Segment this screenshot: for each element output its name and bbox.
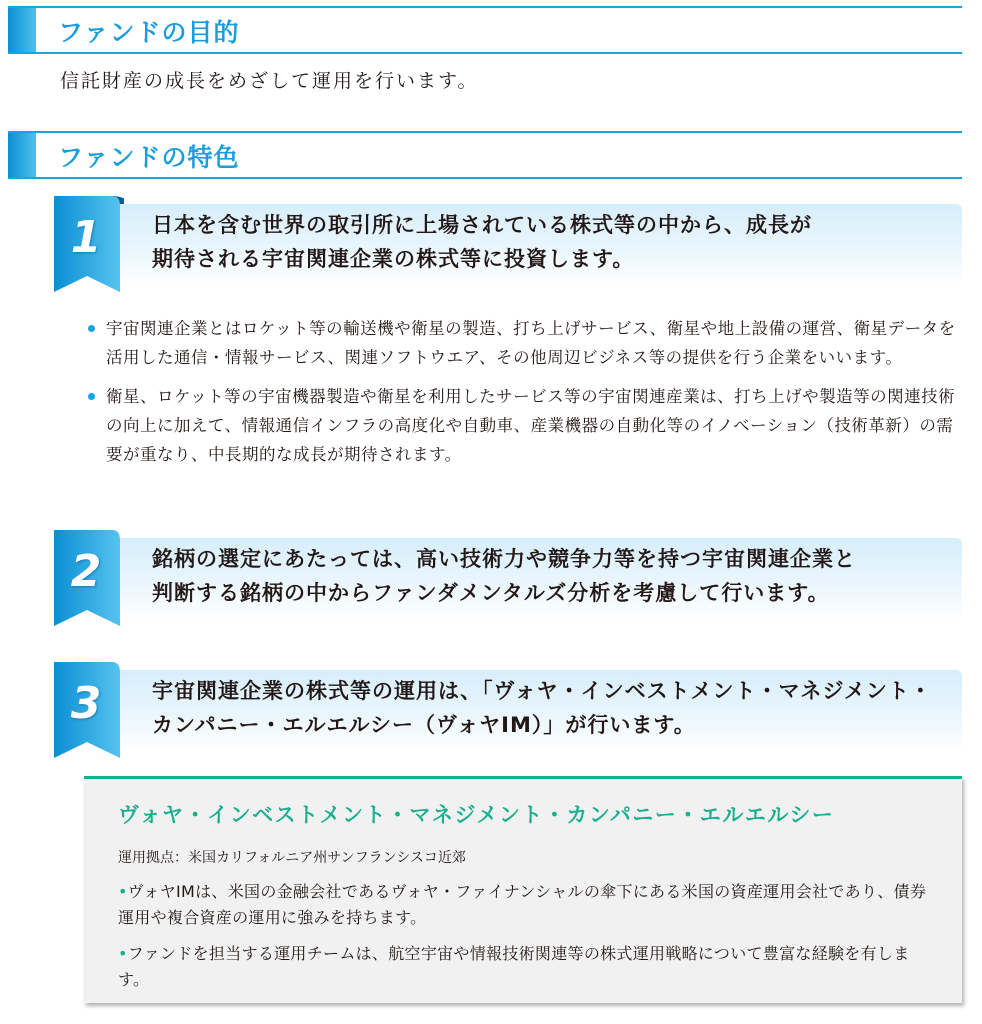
feature-heading bbox=[152, 208, 942, 276]
feature-2 bbox=[54, 530, 962, 630]
manager-title: ヴォヤ・インベストメント・マネジメント・カンパニー・エルエルシー bbox=[118, 803, 835, 827]
bullet-dot-icon: • bbox=[118, 882, 128, 901]
list-item bbox=[88, 314, 968, 372]
section-title-purpose: ファンドの目的 bbox=[58, 18, 240, 47]
feature-heading-line: 宇宙関連企業の株式等の運用は、「ヴォヤ・インベストメント・マネジメント・ bbox=[152, 679, 932, 703]
feature-heading bbox=[152, 542, 942, 610]
bullet-dot-icon bbox=[88, 325, 95, 332]
list-item bbox=[118, 941, 938, 993]
header-accent-bar bbox=[8, 133, 36, 177]
feature-heading-line: 判断する銘柄の中からファンダメンタルズ分析を考慮して行います。 bbox=[152, 581, 830, 605]
feature-heading-line: 銘柄の選定にあたっては、高い技術力や競争力等を持つ宇宙関連企業と bbox=[152, 547, 856, 571]
bullet-text: 宇宙関連企業とはロケット等の輸送機や衛星の製造、打ち上げサービス、衛星や地上設備の運営、衛星データを活用した通信・情報サービス、関連ソフトウエア、その他周辺ビジネス等の提供を行う企業をいいます。 bbox=[106, 319, 956, 367]
feature-1 bbox=[54, 196, 962, 296]
feature-heading bbox=[152, 674, 942, 742]
feature-heading-line: カンパニー・エルエルシー（ヴォヤIM）」が行います。 bbox=[152, 713, 696, 737]
purpose-text: 信託財産の成長をめざして運用を行います。 bbox=[60, 70, 479, 92]
feature-heading-line: 日本を含む世界の取引所に上場されている株式等の中から、成長が bbox=[152, 213, 812, 237]
bullet-dot-icon bbox=[88, 393, 95, 400]
list-item bbox=[88, 382, 968, 469]
section-title-features: ファンドの特色 bbox=[58, 143, 240, 172]
feature-1-bullets bbox=[88, 314, 968, 479]
header-accent-bar bbox=[8, 8, 36, 52]
section-header-features bbox=[8, 131, 962, 179]
list-item bbox=[118, 879, 938, 931]
feature-number: 3 bbox=[70, 678, 102, 729]
bullet-text: 衛星、ロケット等の宇宙機器製造や衛星を利用したサービス等の宇宙関連産業は、打ち上げや製造等の関連技術の向上に加えて、情報通信インフラの高度化や自動車、産業機器の自動化等のイノベーション（技術革新）の需要が重なり、中長期的な成長が期待されます。 bbox=[106, 387, 956, 464]
manager-location: 運用拠点：米国カリフォルニア州サンフランシスコ近郊 bbox=[118, 850, 466, 866]
feature-3 bbox=[54, 662, 962, 762]
feature-number: 2 bbox=[70, 546, 102, 597]
section-header-purpose bbox=[8, 6, 962, 54]
feature-heading-line: 期待される宇宙関連企業の株式等に投資します。 bbox=[152, 247, 635, 271]
bullet-text: ヴォヤIMは、米国の金融会社であるヴォヤ・ファイナンシャルの傘下にある米国の資産運用会社であり、債券運用や複合資産の運用に強みを持ちます。 bbox=[118, 882, 927, 927]
investment-manager-box bbox=[84, 776, 962, 1003]
feature-number: 1 bbox=[70, 212, 102, 263]
bullet-dot-icon: • bbox=[118, 944, 128, 963]
bullet-text: ファンドを担当する運用チームは、航空宇宙や情報技術関連等の株式運用戦略について豊富な経験を有します。 bbox=[118, 944, 910, 989]
